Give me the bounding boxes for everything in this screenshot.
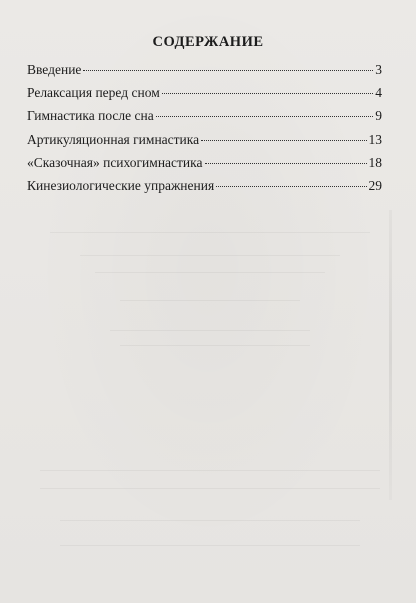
bleed-through-line <box>95 272 325 273</box>
dot-leader <box>205 163 367 164</box>
toc-entry-label: Гимнастика после сна <box>27 108 154 124</box>
bleed-through-line <box>50 232 370 233</box>
toc-entry-page: 29 <box>368 177 382 193</box>
toc-entry <box>27 62 382 85</box>
bleed-through-line <box>60 545 360 546</box>
toc-entry <box>27 85 382 108</box>
toc-entry-label: «Сказочная» психогимнастика <box>27 154 203 170</box>
toc-entry-label: Введение <box>27 62 82 77</box>
bleed-through-line <box>120 300 300 301</box>
table-of-contents <box>27 62 382 201</box>
dot-leader <box>83 70 373 71</box>
dot-leader <box>201 140 366 141</box>
bleed-through-line <box>110 330 310 331</box>
toc-entry <box>27 108 382 131</box>
toc-entry <box>27 155 382 178</box>
toc-entry-page: 13 <box>368 131 382 147</box>
toc-entry <box>27 132 382 155</box>
toc-entry-page: 18 <box>368 154 382 170</box>
page-edge-shadow <box>389 210 392 500</box>
toc-entry-page: 9 <box>375 108 382 124</box>
toc-entry-label: Артикуляционная гимнастика <box>27 131 200 147</box>
toc-entry-label: Кинезиологические упражнения <box>27 177 215 193</box>
bleed-through-line <box>40 470 380 471</box>
dot-leader <box>162 93 374 94</box>
toc-entry <box>27 178 382 201</box>
bleed-through-line <box>40 488 380 489</box>
dot-leader <box>216 186 366 187</box>
bleed-through-line <box>80 255 340 256</box>
toc-entry-page: 4 <box>375 85 382 101</box>
page-title: СОДЕРЖАНИЕ <box>152 34 264 50</box>
toc-entry-page: 3 <box>375 62 382 77</box>
bleed-through-line <box>60 520 360 521</box>
dot-leader <box>156 116 374 117</box>
toc-entry-label: Релаксация перед сном <box>27 85 160 101</box>
bleed-through-line <box>120 345 310 346</box>
